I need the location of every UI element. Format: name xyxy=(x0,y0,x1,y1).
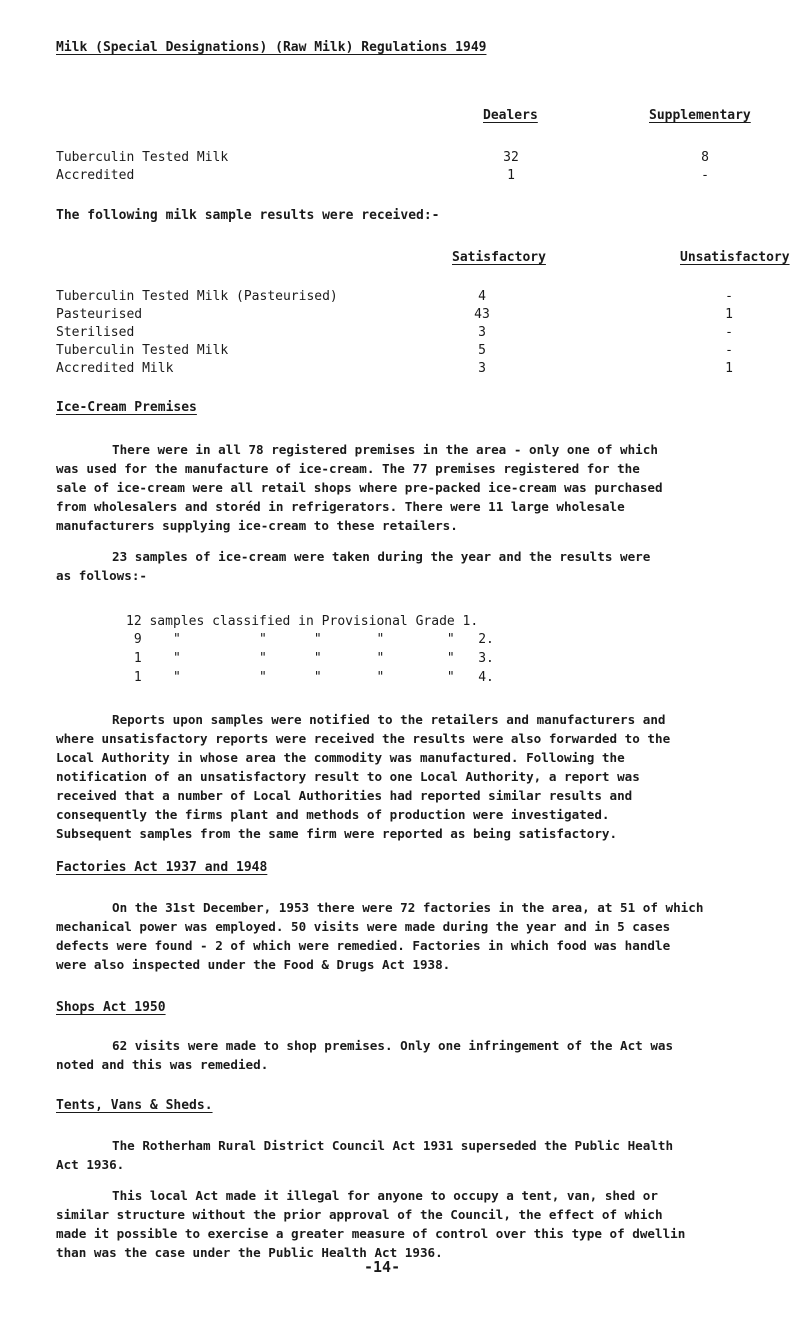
text-line: than was the case under the Public Health Act 1936. xyxy=(56,1245,443,1260)
text-line: This local Act made it illegal for anyone to occupy a tent, van, shed or xyxy=(112,1188,658,1203)
section-heading-factories: Factories Act 1937 and 1948 xyxy=(56,860,268,875)
text-line: There were in all 78 registered premises in the area - only one of which xyxy=(112,442,658,457)
row-label: Accredited Milk xyxy=(56,361,174,376)
section-heading-tents: Tents, Vans & Sheds. xyxy=(56,1098,213,1113)
unsatisfactory-value: 1 xyxy=(725,361,733,376)
col-header-dealers: Dealers xyxy=(483,108,538,123)
col-header-supplementary: Supplementary xyxy=(649,108,751,123)
section-heading-ice-cream: Ice-Cream Premises xyxy=(56,400,197,415)
text-line: Act 1936. xyxy=(56,1157,125,1172)
text-line: noted and this was remedied. xyxy=(56,1057,269,1072)
page-number: -14- xyxy=(364,1258,401,1276)
col-header-satisfactory: Satisfactory xyxy=(452,250,546,265)
satisfactory-value: 5 xyxy=(478,343,486,358)
unsatisfactory-value: - xyxy=(725,289,733,304)
text-line: notification of an unsatisfactory result to one Local Authority, a report was xyxy=(56,769,640,784)
satisfactory-value: 4 xyxy=(478,289,486,304)
text-line: manufacturers supplying ice-cream to these retailers. xyxy=(56,518,458,533)
text-line: Local Authority in whose area the commodity was manufactured. Following the xyxy=(56,750,625,765)
text-line: as follows:- xyxy=(56,568,147,583)
unsatisfactory-value: - xyxy=(725,325,733,340)
text-line: made it possible to exercise a greater measure of control over this type of dwellin xyxy=(56,1226,686,1241)
unsatisfactory-value: 1 xyxy=(725,307,733,322)
text-line: was used for the manufacture of ice-cream. The 77 premises registered for the xyxy=(56,461,640,476)
row-label: Tuberculin Tested Milk xyxy=(56,150,229,165)
text-line: consequently the firms plant and methods of production were investigated. xyxy=(56,807,610,822)
text-line: Subsequent samples from the same firm were reported as being satisfactory. xyxy=(56,826,618,841)
text-line: similar structure without the prior approval of the Council, the effect of which xyxy=(56,1207,663,1222)
list-item: 1 " " " " " 4. xyxy=(126,670,494,685)
list-item: 12 samples classified in Provisional Grade 1. xyxy=(126,614,479,629)
row-label: Tuberculin Tested Milk (Pasteurised) xyxy=(56,289,338,304)
dealers-value: 1 xyxy=(507,168,515,183)
text-line: sale of ice-cream were all retail shops where pre-packed ice-cream was purchased xyxy=(56,480,663,495)
tents-paragraph-1 xyxy=(56,1136,791,1174)
text-line: were also inspected under the Food & Drugs Act 1938. xyxy=(56,957,451,972)
ice-cream-paragraph-1 xyxy=(56,440,791,535)
list-item: 1 " " " " " 3. xyxy=(126,651,494,666)
col-header-unsatisfactory: Unsatisfactory xyxy=(680,250,790,265)
row-label: Sterilised xyxy=(56,325,135,340)
text-line: where unsatisfactory reports were received the results were also forwarded to the xyxy=(56,731,671,746)
satisfactory-value: 3 xyxy=(478,361,486,376)
tents-paragraph-2 xyxy=(56,1186,791,1262)
supplementary-value: - xyxy=(701,168,709,183)
row-label: Accredited xyxy=(56,168,135,183)
page-title: Milk (Special Designations) (Raw Milk) Regulations 1949 xyxy=(56,40,487,55)
row-label: Tuberculin Tested Milk xyxy=(56,343,229,358)
factories-paragraph xyxy=(56,898,791,974)
row-label: Pasteurised xyxy=(56,307,143,322)
text-line: mechanical power was employed. 50 visits were made during the year and in 5 cases xyxy=(56,919,671,934)
samples-intro: The following milk sample results were received:- xyxy=(56,208,440,223)
text-line: defects were found - 2 of which were remedied. Factories in which food was handle xyxy=(56,938,671,953)
ice-cream-paragraph-2 xyxy=(56,547,791,585)
text-line: 62 visits were made to shop premises. Only one infringement of the Act was xyxy=(112,1038,674,1053)
text-line: received that a number of Local Authorities had reported similar results and xyxy=(56,788,633,803)
satisfactory-value: 3 xyxy=(478,325,486,340)
supplementary-value: 8 xyxy=(701,150,709,165)
satisfactory-value: 43 xyxy=(474,307,490,322)
text-line: from wholesalers and storéd in refrigerators. There were 11 large wholesale xyxy=(56,499,625,514)
text-line: Reports upon samples were notified to the retailers and manufacturers and xyxy=(112,712,666,727)
text-line: 23 samples of ice-cream were taken during the year and the results were xyxy=(112,549,651,564)
ice-cream-paragraph-3 xyxy=(56,710,791,843)
dealers-value: 32 xyxy=(503,150,519,165)
text-line: The Rotherham Rural District Council Act 1931 superseded the Public Health xyxy=(112,1138,674,1153)
shops-paragraph xyxy=(56,1036,791,1074)
list-item: 9 " " " " " 2. xyxy=(126,632,494,647)
unsatisfactory-value: - xyxy=(725,343,733,358)
section-heading-shops: Shops Act 1950 xyxy=(56,1000,166,1015)
text-line: On the 31st December, 1953 there were 72 factories in the area, at 51 of which xyxy=(112,900,704,915)
